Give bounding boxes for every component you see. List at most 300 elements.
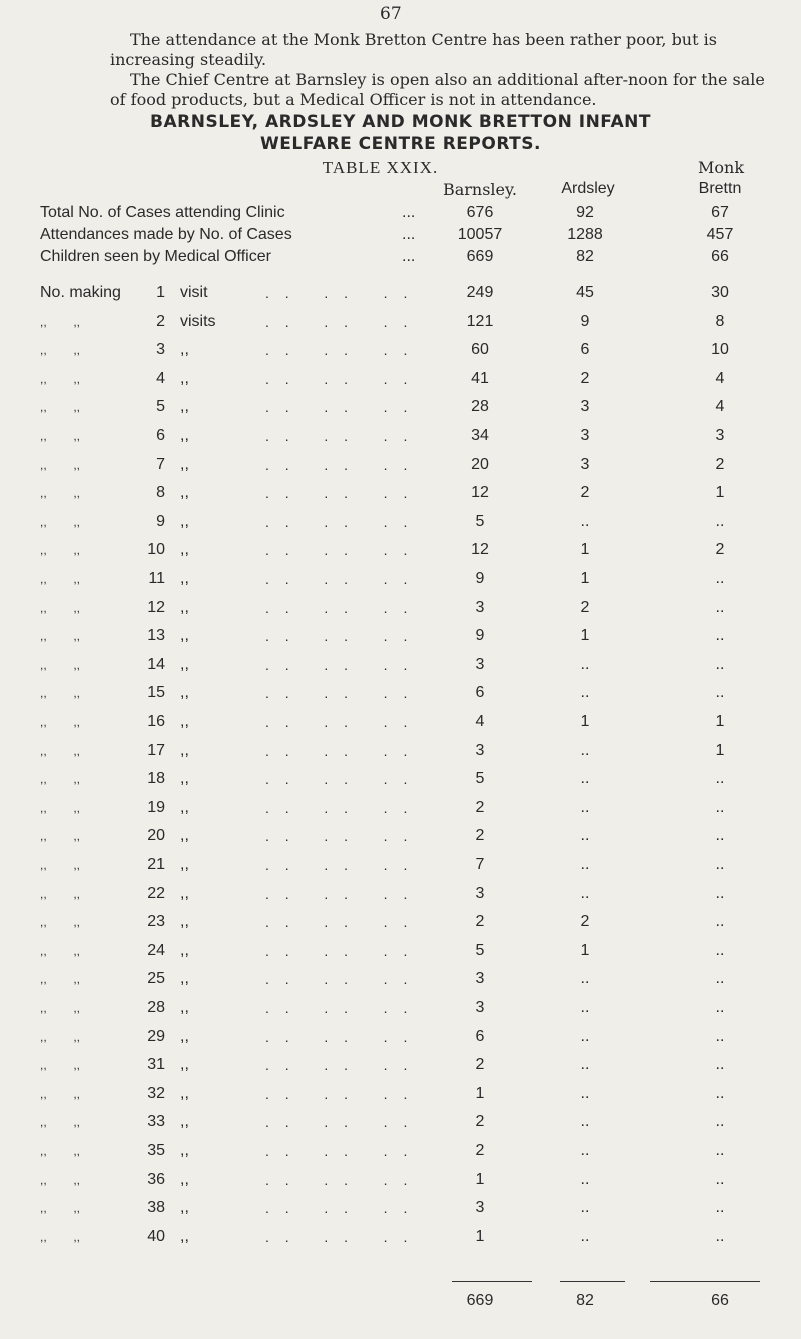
visit-prefix: ,, ,, [40, 715, 81, 729]
visit-barnsley: 3 [475, 598, 485, 616]
visit-barnsley: 1 [475, 1227, 485, 1245]
leader-dots: . . . . . . [265, 742, 414, 759]
visit-barnsley: 9 [475, 570, 485, 587]
visit-monk: .. [715, 1084, 725, 1102]
visit-count: 35 [147, 1142, 165, 1159]
visit-prefix: ,, ,, [40, 972, 81, 987]
visit-row [0, 456, 801, 478]
visit-row [0, 1028, 801, 1050]
leader-dots: . . . . . . [265, 1200, 414, 1217]
visit-monk: 1 [715, 484, 725, 502]
visit-row [0, 341, 801, 363]
summary-row [0, 248, 801, 270]
summary-dots: ... [402, 248, 416, 265]
visit-row [0, 827, 801, 849]
visit-prefix: ,, ,, [40, 943, 81, 958]
summary-row [0, 226, 801, 248]
visit-ardsley: .. [580, 512, 590, 530]
leader-dots: . . . . . . [265, 1114, 414, 1131]
visit-barnsley: 2 [475, 1113, 485, 1131]
total-rule [452, 1281, 532, 1282]
visit-word: visits [180, 312, 216, 330]
visit-barnsley: 6 [475, 684, 485, 702]
visit-count: 29 [147, 1027, 165, 1045]
visit-row [0, 541, 801, 563]
visit-row [0, 656, 801, 678]
visit-ardsley: .. [580, 1056, 590, 1074]
visit-row [0, 1085, 801, 1107]
leader-dots: . . . . . . [265, 456, 414, 473]
visit-ardsley: 3 [580, 455, 590, 473]
visit-prefix: ,, ,, [40, 1172, 81, 1187]
visit-prefix: ,, ,, [40, 915, 81, 930]
visit-barnsley: 7 [475, 856, 485, 873]
visit-word: ,, [180, 970, 189, 988]
summary-monk: 457 [706, 226, 734, 243]
visit-row [0, 684, 801, 706]
total-barnsley: 669 [466, 1292, 494, 1309]
visit-monk: .. [715, 1027, 725, 1045]
totals-row [0, 1292, 801, 1314]
visit-word: ,, [180, 1113, 189, 1131]
summary-ardsley: 92 [576, 204, 594, 221]
visit-row [0, 1142, 801, 1164]
total-rule [650, 1281, 760, 1282]
leader-dots: . . . . . . [265, 399, 414, 416]
visit-ardsley: .. [580, 1170, 590, 1188]
leader-dots: . . . . . . [265, 1228, 414, 1245]
visit-ardsley: .. [580, 970, 590, 988]
visit-word: ,, [180, 827, 189, 845]
page-number: 67 [380, 4, 402, 24]
visit-word: ,, [180, 598, 189, 616]
summary-dots: ... [402, 226, 416, 243]
visit-row [0, 398, 801, 420]
visit-monk: .. [715, 512, 725, 530]
visit-monk: 1 [715, 713, 725, 730]
visit-ardsley: .. [580, 1113, 590, 1131]
visit-monk: 4 [715, 369, 725, 387]
visit-word: ,, [180, 856, 189, 873]
visit-prefix: ,, ,, [40, 1229, 81, 1244]
visit-monk: 2 [715, 455, 725, 473]
visit-word: ,, [180, 484, 189, 502]
leader-dots: . . . . . . [265, 571, 414, 587]
visit-barnsley: 20 [471, 455, 489, 473]
leader-dots: . . . . . . [265, 428, 414, 444]
visit-prefix: ,, ,, [40, 1001, 81, 1015]
visit-row [0, 770, 801, 792]
visit-barnsley: 28 [471, 398, 489, 416]
visit-prefix: ,, ,, [40, 314, 81, 329]
visit-ardsley: 45 [576, 284, 594, 301]
visit-monk: .. [715, 1170, 725, 1188]
visit-row [0, 856, 801, 878]
visit-barnsley: 2 [475, 798, 485, 816]
visit-monk: .. [715, 913, 725, 931]
visit-prefix: ,, ,, [40, 686, 81, 701]
visit-barnsley: 6 [475, 1027, 485, 1045]
visit-count: 14 [147, 655, 165, 673]
visit-prefix: ,, ,, [40, 858, 81, 872]
visit-prefix: ,, ,, [40, 829, 81, 844]
visit-monk: .. [715, 970, 725, 988]
visit-monk: .. [715, 1199, 725, 1217]
visit-count: 24 [147, 941, 165, 959]
visit-row [0, 970, 801, 992]
visit-monk: .. [715, 684, 725, 702]
visit-count: 22 [147, 884, 165, 902]
leader-dots: . . . . . . [265, 885, 414, 902]
visit-barnsley: 3 [475, 999, 485, 1016]
visit-ardsley: .. [580, 1199, 590, 1217]
visit-prefix: ,, ,, [40, 400, 81, 415]
leader-dots: . . . . . . [265, 1000, 414, 1016]
visit-count: 19 [147, 798, 165, 816]
visit-barnsley: 3 [475, 655, 485, 673]
visit-monk: 30 [711, 284, 729, 301]
visit-row [0, 1056, 801, 1078]
visit-monk: .. [715, 827, 725, 845]
leader-dots: . . . . . . [265, 1085, 414, 1102]
visit-monk: .. [715, 1113, 725, 1131]
leader-dots: . . . . . . [265, 513, 414, 530]
visit-word: ,, [180, 541, 189, 559]
visit-barnsley: 3 [475, 1199, 485, 1217]
visit-ardsley: 9 [580, 312, 590, 330]
visit-monk: 10 [711, 341, 729, 359]
visit-monk: 1 [715, 741, 725, 759]
visit-barnsley: 9 [475, 627, 485, 645]
visit-row [0, 627, 801, 649]
visit-count: 6 [156, 427, 165, 444]
visit-row [0, 942, 801, 964]
summary-row [0, 204, 801, 226]
visit-word: ,, [180, 655, 189, 673]
visit-ardsley: 1 [580, 627, 590, 645]
column-header-monk: Monk [698, 158, 745, 177]
visit-barnsley: 5 [475, 770, 485, 788]
visit-row [0, 713, 801, 735]
visit-prefix: ,, ,, [40, 629, 81, 644]
visit-monk: .. [715, 1056, 725, 1074]
visit-count: 4 [156, 369, 165, 387]
visit-ardsley: 6 [580, 341, 590, 359]
report-subheading: WELFARE CENTRE REPORTS. [260, 134, 541, 154]
visit-ardsley: 2 [580, 598, 590, 616]
summary-label: Attendances made by No. of Cases [40, 226, 292, 243]
visit-ardsley: .. [580, 770, 590, 788]
column-header-ardsley: Ardsley [561, 180, 615, 197]
visit-prefix: ,, ,, [40, 514, 81, 529]
leader-dots: . . . . . . [265, 1143, 414, 1159]
visit-word: ,, [180, 1227, 189, 1245]
leader-dots: . . . . . . [265, 542, 414, 559]
visit-prefix: ,, ,, [40, 800, 81, 815]
visit-count: 33 [147, 1113, 165, 1131]
visit-row [0, 1113, 801, 1135]
visit-count: 3 [156, 341, 165, 359]
visit-word: ,, [180, 369, 189, 387]
visit-row [0, 913, 801, 935]
visit-row [0, 370, 801, 392]
visit-row [0, 284, 801, 306]
visit-word: ,, [180, 1170, 189, 1188]
visit-monk: .. [715, 598, 725, 616]
summary-barnsley: 669 [466, 248, 494, 265]
visit-barnsley: 41 [471, 369, 489, 387]
visit-barnsley: 3 [475, 741, 485, 759]
visit-count: 16 [147, 713, 165, 730]
visit-monk: .. [715, 1227, 725, 1245]
visit-count: 5 [156, 398, 165, 416]
visit-barnsley: 34 [471, 427, 489, 444]
visit-row [0, 1228, 801, 1250]
visit-prefix: ,, ,, [40, 600, 81, 615]
visit-count: 20 [147, 827, 165, 845]
visit-count: 28 [147, 999, 165, 1016]
visit-ardsley: .. [580, 827, 590, 845]
visit-barnsley: 1 [475, 1170, 485, 1188]
intro-text [110, 30, 770, 110]
visit-monk: .. [715, 570, 725, 587]
summary-ardsley: 1288 [567, 226, 603, 243]
visit-word: ,, [180, 455, 189, 473]
visit-ardsley: .. [580, 1027, 590, 1045]
visit-ardsley: .. [580, 741, 590, 759]
visit-prefix: ,, ,, [40, 743, 81, 758]
visit-prefix: ,, ,, [40, 1058, 81, 1073]
visit-barnsley: 1 [475, 1084, 485, 1102]
visit-row [0, 742, 801, 764]
visit-word: ,, [180, 941, 189, 959]
visit-prefix: ,, ,, [40, 886, 81, 901]
report-heading: BARNSLEY, ARDSLEY AND MONK BRETTON INFANT [150, 112, 651, 132]
visit-word: ,, [180, 770, 189, 788]
visit-ardsley: 3 [580, 427, 590, 444]
visit-monk: .. [715, 627, 725, 645]
visit-ardsley: 3 [580, 398, 590, 416]
visit-word: ,, [180, 798, 189, 816]
visit-count: 25 [147, 970, 165, 988]
visit-ardsley: 1 [580, 713, 590, 730]
visit-ardsley: .. [580, 884, 590, 902]
leader-dots: . . . . . . [265, 828, 414, 845]
visit-word: ,, [180, 512, 189, 530]
visit-count: 32 [147, 1084, 165, 1102]
visit-barnsley: 2 [475, 1142, 485, 1159]
visit-barnsley: 5 [475, 512, 485, 530]
visit-barnsley: 2 [475, 913, 485, 931]
leader-dots: . . . . . . [265, 857, 414, 873]
visit-count: 15 [147, 684, 165, 702]
visit-ardsley: 2 [580, 484, 590, 502]
visit-monk: .. [715, 884, 725, 902]
total-ardsley: 82 [576, 1292, 594, 1309]
visit-count: 1 [156, 284, 165, 301]
visit-barnsley: 2 [475, 827, 485, 845]
leader-dots: . . . . . . [265, 799, 414, 816]
visit-prefix: ,, ,, [40, 657, 81, 672]
visit-barnsley: 249 [466, 284, 494, 301]
visit-prefix: ,, ,, [40, 457, 81, 472]
visit-word: ,, [180, 627, 189, 645]
leader-dots: . . . . . . [265, 313, 414, 330]
visit-count: 40 [147, 1227, 165, 1245]
visit-count: 31 [147, 1056, 165, 1074]
visit-word: ,, [180, 1027, 189, 1045]
leader-dots: . . . . . . [265, 1171, 414, 1188]
total-rule [560, 1281, 625, 1282]
visit-barnsley: 5 [475, 941, 485, 959]
summary-barnsley: 10057 [457, 226, 503, 243]
visit-ardsley: .. [580, 856, 590, 873]
leader-dots: . . . . . . [265, 370, 414, 387]
visit-ardsley: .. [580, 999, 590, 1016]
visit-monk: .. [715, 999, 725, 1016]
visit-monk: 2 [715, 541, 725, 559]
summary-barnsley: 676 [466, 204, 494, 221]
leader-dots: . . . . . . [265, 485, 414, 502]
visit-prefix: ,, ,, [40, 371, 81, 386]
visit-row [0, 427, 801, 449]
visit-prefix: ,, ,, [40, 543, 81, 558]
visit-word: ,, [180, 684, 189, 702]
visit-word: ,, [180, 398, 189, 416]
visit-row [0, 885, 801, 907]
visit-prefix: ,, ,, [40, 772, 81, 787]
visit-word: visit [180, 284, 208, 301]
visit-barnsley: 60 [471, 341, 489, 359]
leader-dots: . . . . . . [265, 771, 414, 788]
table-title: TABLE XXIX. [322, 158, 439, 177]
visit-count: 7 [156, 455, 165, 473]
visit-word: ,, [180, 1084, 189, 1102]
visit-row [0, 799, 801, 821]
leader-dots: . . . . . . [265, 942, 414, 959]
leader-dots: . . . . . . [265, 1057, 414, 1074]
visit-ardsley: 2 [580, 913, 590, 931]
visit-ardsley: .. [580, 655, 590, 673]
leader-dots: . . . . . . [265, 285, 414, 301]
visit-row [0, 999, 801, 1021]
visit-word: ,, [180, 999, 189, 1016]
visit-monk: .. [715, 655, 725, 673]
visit-monk: .. [715, 1142, 725, 1159]
intro-paragraph: The Chief Centre at Barnsley is open also an additional after-noon for the sale of food products, but a Medical Officer is not in attendance. [110, 70, 765, 109]
leader-dots: . . . . . . [265, 971, 414, 988]
visit-ardsley: 2 [580, 369, 590, 387]
visit-monk: 3 [715, 427, 725, 444]
visit-count: 9 [156, 512, 165, 530]
visit-count: 18 [147, 770, 165, 788]
visit-monk: .. [715, 798, 725, 816]
leader-dots: . . . . . . [265, 685, 414, 702]
visit-row [0, 1199, 801, 1221]
visit-ardsley: 1 [580, 541, 590, 559]
leader-dots: . . . . . . [265, 628, 414, 645]
summary-monk: 66 [711, 248, 729, 265]
visit-monk: .. [715, 941, 725, 959]
leader-dots: . . . . . . [265, 714, 414, 730]
summary-label: Children seen by Medical Officer [40, 248, 271, 265]
visit-monk: .. [715, 770, 725, 788]
visit-count: 11 [148, 570, 165, 587]
visit-prefix: ,, ,, [40, 572, 81, 586]
visit-barnsley: 3 [475, 970, 485, 988]
visit-count: 23 [147, 913, 165, 931]
visit-monk: 8 [715, 312, 725, 330]
visit-ardsley: .. [580, 1142, 590, 1159]
visit-word: ,, [180, 341, 189, 359]
visit-ardsley: .. [580, 798, 590, 816]
visit-ardsley: .. [580, 684, 590, 702]
summary-ardsley: 82 [576, 248, 594, 265]
visit-count: 8 [156, 484, 165, 502]
visit-barnsley: 3 [475, 884, 485, 902]
visit-barnsley: 4 [475, 713, 485, 730]
summary-label: Total No. of Cases attending Clinic [40, 204, 285, 221]
visit-prefix: ,, ,, [40, 1201, 81, 1216]
visit-count: 2 [156, 312, 165, 330]
visit-count: 17 [147, 741, 165, 759]
visit-word: ,, [180, 570, 189, 587]
visit-barnsley: 121 [466, 312, 494, 330]
summary-monk: 67 [711, 204, 729, 221]
visit-prefix: ,, ,, [40, 1144, 81, 1158]
visit-word: ,, [180, 884, 189, 902]
visit-ardsley: 1 [580, 941, 590, 959]
visit-barnsley: 2 [475, 1056, 485, 1074]
leader-dots: . . . . . . [265, 599, 414, 616]
visit-row [0, 484, 801, 506]
visit-count: 12 [147, 598, 165, 616]
visit-count: 13 [147, 627, 165, 645]
visit-word: ,, [180, 427, 189, 444]
visit-monk: .. [715, 856, 725, 873]
intro-paragraph: The attendance at the Monk Bretton Centre has been rather poor, but is increasing steadily. [110, 30, 717, 69]
visit-ardsley: .. [580, 1227, 590, 1245]
visit-row [0, 313, 801, 335]
visit-word: ,, [180, 741, 189, 759]
total-monk: 66 [711, 1292, 729, 1309]
column-header-barnsley: Barnsley. [442, 180, 518, 199]
visit-word: ,, [180, 913, 189, 931]
visit-row [0, 1171, 801, 1193]
visit-row [0, 513, 801, 535]
visit-barnsley: 12 [471, 484, 489, 502]
column-header-monk-bretton: Brettn [698, 180, 742, 197]
visit-barnsley: 12 [471, 541, 489, 559]
summary-dots: ... [402, 204, 416, 221]
leader-dots: . . . . . . [265, 342, 414, 359]
visit-prefix: ,, ,, [40, 1086, 81, 1101]
visit-prefix: ,, ,, [40, 1115, 81, 1130]
visit-prefix: ,, ,, [40, 486, 81, 501]
visit-prefix: ,, ,, [40, 1029, 81, 1044]
leader-dots: . . . . . . [265, 914, 414, 931]
leader-dots: . . . . . . [265, 656, 414, 673]
visit-count: 36 [147, 1170, 165, 1188]
visit-count: 38 [147, 1199, 165, 1217]
visit-monk: 4 [715, 398, 725, 416]
leader-dots: . . . . . . [265, 1028, 414, 1045]
visit-ardsley: 1 [580, 570, 590, 587]
visit-count: 10 [147, 541, 165, 559]
visit-word: ,, [180, 1142, 189, 1159]
visit-count: 21 [147, 856, 165, 873]
visit-prefix: ,, ,, [40, 429, 81, 443]
